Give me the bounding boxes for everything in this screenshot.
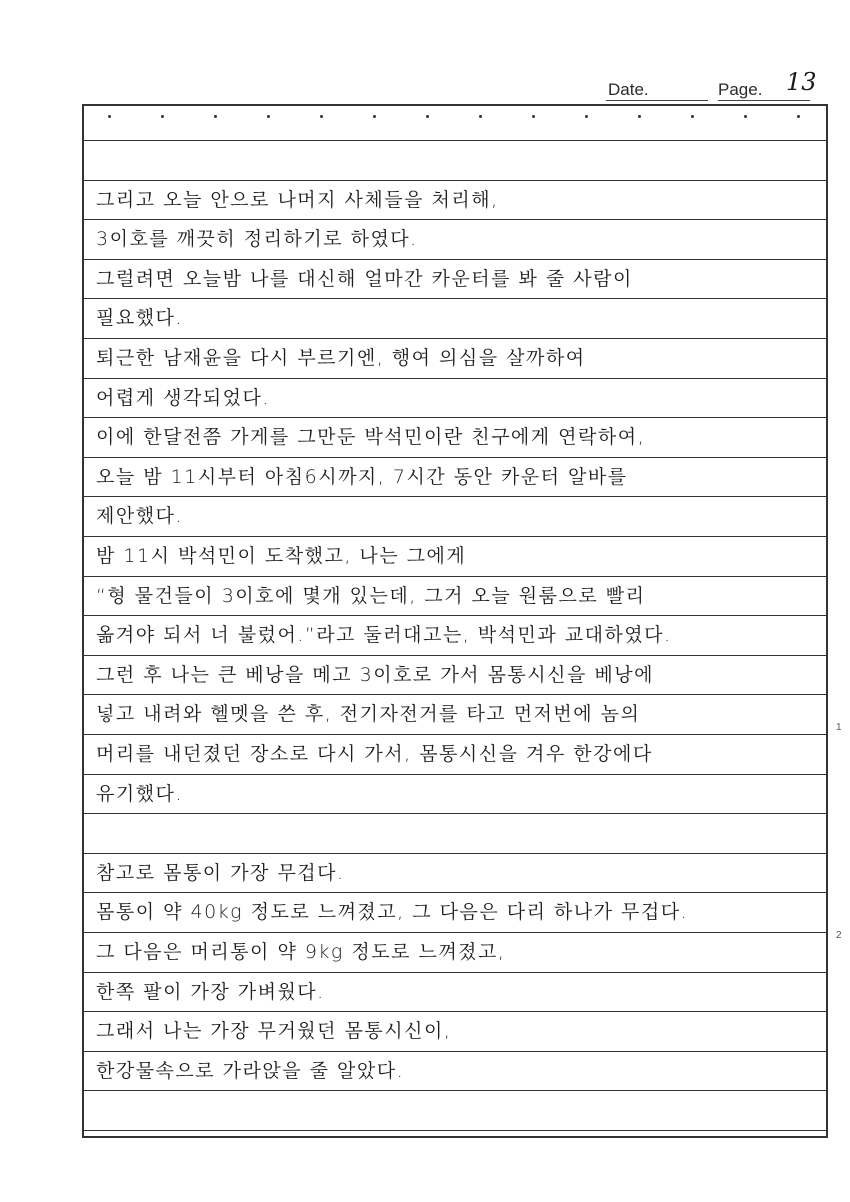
ruled-line bbox=[84, 774, 826, 775]
page-number: 13 bbox=[786, 68, 817, 96]
ruled-line bbox=[84, 734, 826, 735]
handwritten-line bbox=[96, 817, 818, 850]
handwritten-line: “형 물건들이 3이호에 몇개 있는데, 그거 오늘 원룸으로 빨리 bbox=[96, 584, 646, 607]
ruled-line bbox=[84, 180, 826, 181]
margin-number: 1 bbox=[836, 722, 842, 733]
ruled-line bbox=[84, 1130, 826, 1131]
ruled-line bbox=[84, 536, 826, 537]
margin-dot bbox=[585, 115, 588, 118]
margin-dot bbox=[320, 115, 323, 118]
handwritten-line: 넣고 내려와 헬멧을 쓴 후, 전기자전거를 타고 먼저번에 놈의 bbox=[96, 703, 641, 726]
handwritten-line: 옮겨야 되서 너 불렀어.”라고 둘러대고는, 박석민과 교대하였다. bbox=[96, 624, 672, 647]
handwritten-line: 제안했다. bbox=[96, 505, 183, 528]
handwritten-line: 머리를 내던졌던 장소로 다시 가서, 몸통시신을 겨우 한강에다 bbox=[96, 743, 653, 765]
handwritten-line: 밤 11시 박석민이 도착했고, 나는 그에게 bbox=[96, 545, 467, 567]
ruled-line bbox=[84, 932, 826, 933]
margin-dot bbox=[691, 115, 694, 118]
handwritten-line: 어렵게 생각되었다. bbox=[96, 386, 270, 409]
ruled-line bbox=[84, 140, 826, 141]
page-underline bbox=[718, 100, 810, 101]
margin-dot bbox=[797, 115, 800, 118]
ruled-line bbox=[84, 417, 826, 418]
margin-number: 2 bbox=[836, 930, 842, 941]
margin-dot bbox=[638, 115, 641, 118]
ruled-line bbox=[84, 1011, 826, 1012]
margin-dot bbox=[267, 115, 270, 118]
handwritten-line bbox=[96, 1094, 818, 1127]
margin-dot bbox=[373, 115, 376, 118]
handwritten-line: 그래서 나는 가장 무거웠던 몸통시신이, bbox=[96, 1020, 452, 1043]
ruled-line bbox=[84, 219, 826, 220]
ruled-line bbox=[84, 496, 826, 497]
date-underline bbox=[606, 100, 708, 101]
ruled-line bbox=[84, 378, 826, 379]
ruled-line bbox=[84, 813, 826, 814]
handwritten-line: 그럴려면 오늘밤 나를 대신해 얼마간 카운터를 봐 줄 사람이 bbox=[96, 267, 633, 290]
handwritten-line: 유기했다. bbox=[96, 782, 183, 805]
ruled-line bbox=[84, 1051, 826, 1052]
handwritten-line: 참고로 몸통이 가장 무겁다. bbox=[96, 861, 345, 884]
handwritten-line: 몸통이 약 40kg 정도로 느껴졌고, 그 다음은 다리 하나가 무겁다. bbox=[96, 901, 689, 924]
handwritten-line: 한쪽 팔이 가장 가벼웠다. bbox=[96, 980, 325, 1003]
handwritten-line: 오늘 밤 11시부터 아침6시까지, 7시간 동안 카운터 알바를 bbox=[96, 465, 628, 488]
page-label: Page. bbox=[718, 80, 763, 99]
handwritten-line bbox=[96, 144, 818, 177]
handwritten-line: 그리고 오늘 안으로 나머지 사체들을 처리해, bbox=[96, 188, 499, 211]
margin-dot bbox=[744, 115, 747, 118]
ruled-line bbox=[84, 259, 826, 260]
margin-dot bbox=[214, 115, 217, 118]
ruled-line bbox=[84, 655, 826, 656]
ruled-line bbox=[84, 694, 826, 695]
ruled-line bbox=[84, 457, 826, 458]
handwritten-line: 필요했다. bbox=[96, 307, 183, 330]
handwritten-line: 그 다음은 머리통이 약 9kg 정도로 느껴졌고, bbox=[96, 941, 506, 963]
lined-sheet bbox=[82, 104, 828, 1138]
ruled-line bbox=[84, 615, 826, 616]
ruled-line bbox=[84, 576, 826, 577]
dot-row bbox=[84, 112, 826, 122]
handwritten-line: 퇴근한 남재윤을 다시 부르기엔, 행여 의심을 살까하여 bbox=[96, 347, 586, 369]
margin-dot bbox=[532, 115, 535, 118]
handwritten-line: 그런 후 나는 큰 베낭을 메고 3이호로 가서 몸통시신을 베낭에 bbox=[96, 663, 654, 686]
ruled-line bbox=[84, 338, 826, 339]
handwritten-line: 이에 한달전쯤 가게를 그만둔 박석민이란 친구에게 연락하여, bbox=[96, 426, 646, 449]
ruled-line bbox=[84, 972, 826, 973]
handwritten-line: 3이호를 깨끗히 정리하기로 하였다. bbox=[96, 228, 418, 251]
page-header bbox=[600, 68, 830, 104]
date-label: Date. bbox=[608, 80, 649, 99]
ruled-line bbox=[84, 892, 826, 893]
margin-dot bbox=[479, 115, 482, 118]
margin-dot bbox=[426, 115, 429, 118]
ruled-line bbox=[84, 298, 826, 299]
handwritten-line: 한강물속으로 가라앉을 줄 알았다. bbox=[96, 1059, 405, 1082]
ruled-line bbox=[84, 853, 826, 854]
margin-dot bbox=[161, 115, 164, 118]
ruled-line bbox=[84, 1090, 826, 1091]
margin-dot bbox=[108, 115, 111, 118]
